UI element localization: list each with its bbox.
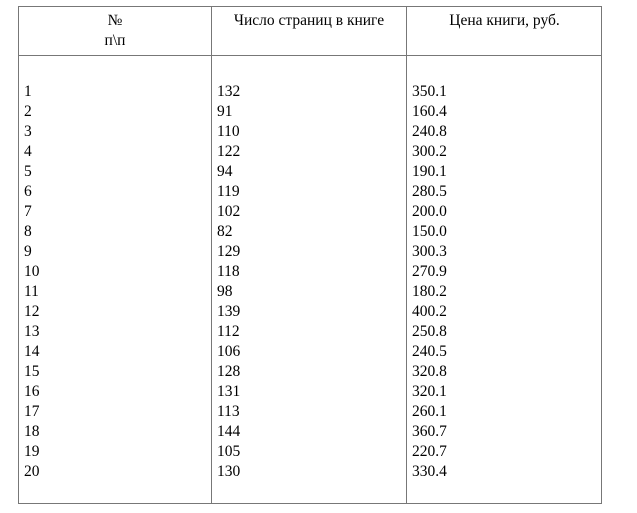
column-price bbox=[412, 82, 447, 482]
cell-price: 270.9 bbox=[412, 263, 447, 280]
cell-number: 12 bbox=[24, 303, 40, 320]
header-number-abbrev: п\п bbox=[104, 32, 126, 49]
header-number-symbol: № bbox=[107, 12, 123, 29]
cell-pages: 106 bbox=[217, 343, 241, 360]
cell-number: 1 bbox=[24, 83, 32, 100]
cell-number: 19 bbox=[24, 443, 40, 460]
data-table bbox=[18, 6, 602, 504]
cell-price: 320.1 bbox=[412, 383, 447, 400]
cell-price: 220.7 bbox=[412, 443, 447, 460]
header-divider bbox=[19, 55, 601, 56]
header-price: Цена книги, руб. bbox=[449, 12, 560, 29]
cell-price: 320.8 bbox=[412, 363, 447, 380]
cell-pages: 131 bbox=[217, 383, 241, 400]
cell-pages: 144 bbox=[217, 423, 241, 440]
cell-number: 4 bbox=[24, 143, 32, 160]
cell-number: 18 bbox=[24, 423, 40, 440]
cell-pages: 94 bbox=[217, 163, 233, 180]
cell-price: 360.7 bbox=[412, 423, 447, 440]
cell-pages: 132 bbox=[217, 83, 241, 100]
column-number bbox=[24, 82, 40, 482]
cell-number: 8 bbox=[24, 223, 32, 240]
cell-price: 350.1 bbox=[412, 83, 447, 100]
column-divider bbox=[211, 7, 212, 503]
cell-pages: 112 bbox=[217, 323, 240, 340]
cell-pages: 119 bbox=[217, 183, 240, 200]
cell-price: 200.0 bbox=[412, 203, 447, 220]
cell-pages: 128 bbox=[217, 363, 241, 380]
cell-number: 7 bbox=[24, 203, 32, 220]
header-number bbox=[19, 7, 211, 55]
cell-number: 17 bbox=[24, 403, 40, 420]
cell-price: 280.5 bbox=[412, 183, 447, 200]
cell-number: 20 bbox=[24, 463, 40, 480]
cell-pages: 113 bbox=[217, 403, 240, 420]
cell-price: 260.1 bbox=[412, 403, 447, 420]
cell-price: 180.2 bbox=[412, 283, 447, 300]
cell-number: 16 bbox=[24, 383, 40, 400]
cell-pages: 91 bbox=[217, 103, 233, 120]
cell-pages: 102 bbox=[217, 203, 241, 220]
cell-pages: 98 bbox=[217, 283, 233, 300]
cell-pages: 129 bbox=[217, 243, 241, 260]
cell-pages: 105 bbox=[217, 443, 241, 460]
cell-number: 11 bbox=[24, 283, 39, 300]
cell-number: 2 bbox=[24, 103, 32, 120]
cell-number: 9 bbox=[24, 243, 32, 260]
cell-price: 240.5 bbox=[412, 343, 447, 360]
cell-pages: 82 bbox=[217, 223, 233, 240]
cell-pages: 139 bbox=[217, 303, 241, 320]
cell-price: 300.2 bbox=[412, 143, 447, 160]
column-pages bbox=[217, 82, 240, 482]
cell-price: 400.2 bbox=[412, 303, 447, 320]
cell-price: 190.1 bbox=[412, 163, 447, 180]
cell-price: 240.8 bbox=[412, 123, 447, 140]
cell-pages: 130 bbox=[217, 463, 241, 480]
cell-price: 160.4 bbox=[412, 103, 447, 120]
column-divider bbox=[406, 7, 407, 503]
cell-pages: 118 bbox=[217, 263, 240, 280]
cell-price: 250.8 bbox=[412, 323, 447, 340]
cell-number: 13 bbox=[24, 323, 40, 340]
cell-number: 15 bbox=[24, 363, 40, 380]
cell-price: 330.4 bbox=[412, 463, 447, 480]
cell-pages: 122 bbox=[217, 143, 241, 160]
cell-number: 5 bbox=[24, 163, 32, 180]
cell-number: 14 bbox=[24, 343, 40, 360]
cell-price: 300.3 bbox=[412, 243, 447, 260]
cell-pages: 110 bbox=[217, 123, 240, 140]
cell-number: 6 bbox=[24, 183, 32, 200]
cell-number: 3 bbox=[24, 123, 32, 140]
cell-number: 10 bbox=[24, 263, 40, 280]
cell-price: 150.0 bbox=[412, 223, 447, 240]
header-pages: Число страниц в книге bbox=[233, 12, 385, 29]
